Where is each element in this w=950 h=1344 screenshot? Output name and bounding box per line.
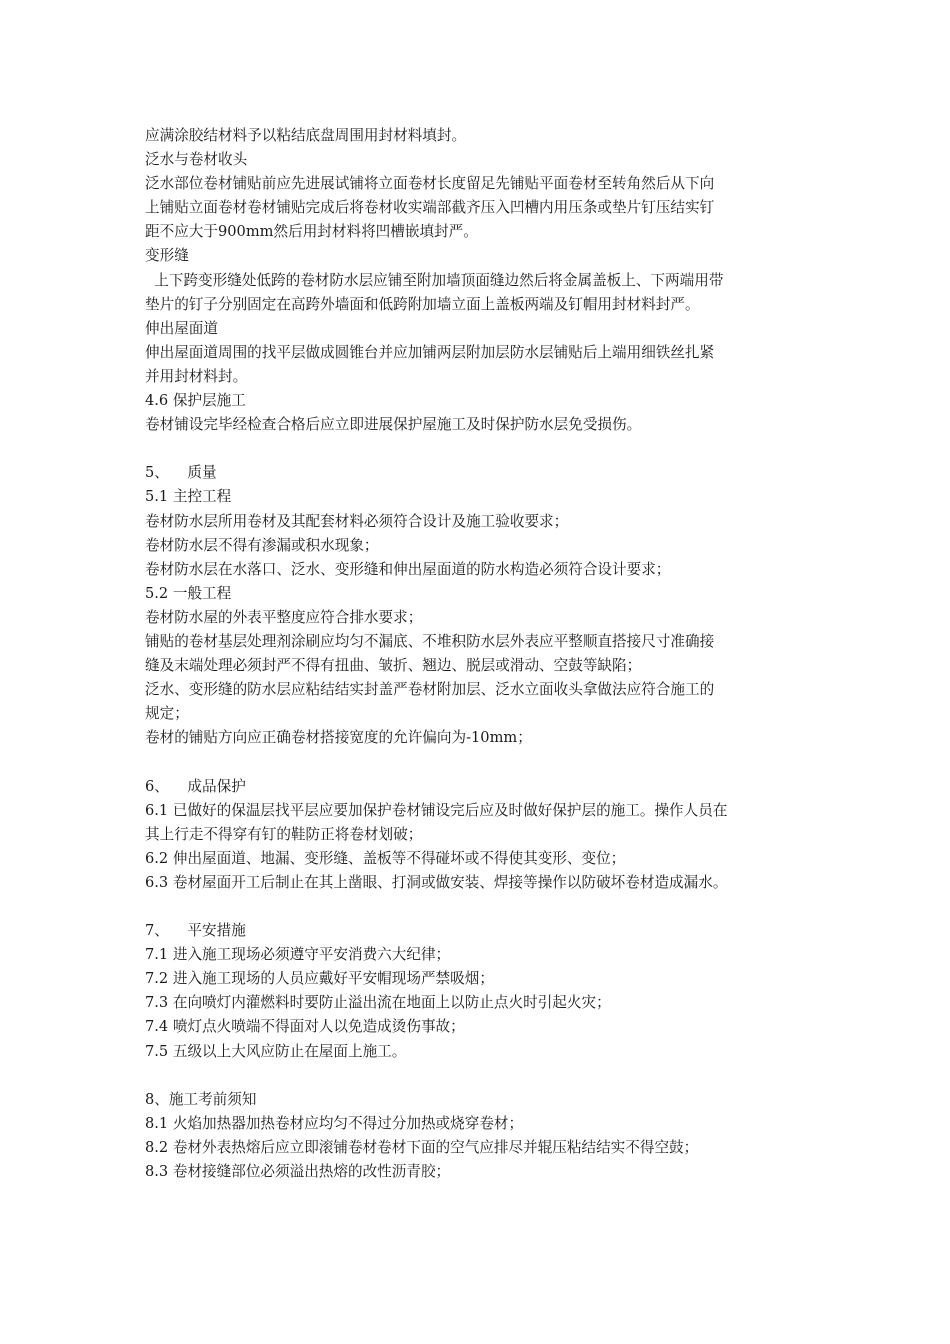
text-line: 7.1 进入施工现场必须遵守平安消费六大纪律； [145, 946, 451, 964]
text-line: 卷材防水层不得有渗漏或积水现象； [145, 536, 379, 554]
text-line: 规定； [145, 705, 189, 723]
blank-line [145, 1064, 810, 1088]
text-line: 卷材铺设完毕经检查合格后应立即进展保护屋施工及时保护防水层免受损伤。 [145, 416, 642, 434]
text-line: 卷材的铺贴方向应正确卷材搭接宽度的允许偏向为-10mm； [145, 729, 532, 747]
text-line: 垫片的钉子分别固定在高跨外墙面和低跨附加墙立面上盖板两端及钉帽用封材料封严。 [145, 295, 700, 313]
text-line: 8.2 卷材外表热熔后应立即滚铺卷材卷材下面的空气应排尽并辊压粘结结实不得空鼓； [145, 1138, 699, 1156]
text-line: 6.2 伸出屋面道、地漏、变形缝、盖板等不得碰坏或不得使其变形、变位； [145, 849, 626, 867]
text-line: 应满涂胶结材料予以粘结底盘周围用封材料填封。 [145, 127, 467, 144]
text-line: 伸出屋面道周围的找平层做成圆锥台并应加铺两层附加层防水层铺贴后上端用细铁丝扎紧 [145, 343, 715, 361]
text-line: 其上行走不得穿有钉的鞋防正将卷材划破； [145, 825, 423, 843]
text-line: 6、 成品保护 [145, 777, 246, 795]
text-line: 5、 质量 [145, 464, 217, 482]
text-line: 7.2 进入施工现场的人员应戴好平安帽现场严禁吸烟； [145, 970, 494, 988]
text-line: 7.4 喷灯点火喷端不得面对人以免造成烫伤事故； [145, 1018, 465, 1036]
text-line: 7、 平安措施 [145, 922, 246, 940]
text-line: 4.6 保护层施工 [145, 392, 246, 410]
text-line: 8、施工考前须知 [145, 1090, 257, 1108]
text-line: 5.2 一般工程 [145, 584, 232, 602]
text-line: 上下跨变形缝处低跨的卷材防水层应铺至附加墙顶面缝边然后将金属盖板上、下两端用带 [145, 271, 724, 289]
text-line: 缝及末端处理必须封严不得有扭曲、皱折、翘边、脱层或滑动、空鼓等缺陷； [145, 657, 642, 675]
text-line: 7.5 五级以上大风应防止在屋面上施工。 [145, 1042, 407, 1060]
text-line: 5.1 主控工程 [145, 488, 232, 506]
text-line: 6.3 卷材屋面开工后制止在其上凿眼、打洞或做安装、焊接等操作以防破坏卷材造成漏水。 [145, 873, 728, 891]
blank-line [145, 895, 810, 919]
document-body [145, 124, 810, 1184]
text-line: 上铺贴立面卷材卷材铺贴完成后将卷材收实端部截齐压入凹槽内用压条或垫片钉压结实钉 [145, 199, 715, 217]
text-line: 7.3 在向喷灯内灌燃料时要防止溢出流在地面上以防止点火时引起火灾； [145, 994, 611, 1012]
text-line: 卷材防水层在水落口、泛水、变形缝和伸出屋面道的防水构造必须符合设计要求； [145, 560, 671, 578]
text-line: 泛水部位卷材铺贴前应先进展试铺将立面卷材长度留足先铺贴平面卷材至转角然后从下向 [145, 175, 715, 193]
text-line: 6.1 已做好的保温层找平层应要加保护卷材铺设完后应及时做好保护层的施工。操作人员在 [145, 801, 728, 819]
text-line: 泛水、变形缝的防水层应粘结结实封盖严卷材附加层、泛水立面收头拿做法应符合施工的 [145, 681, 715, 699]
text-line: 泛水与卷材收头 [145, 151, 248, 169]
text-line: 8.1 火焰加热器加热卷材应均匀不得过分加热或烧穿卷材； [145, 1114, 524, 1132]
text-line: 伸出屋面道 [145, 319, 218, 337]
blank-line [145, 437, 810, 461]
text-line: 卷材防水层所用卷材及其配套材料必须符合设计及施工验收要求； [145, 512, 569, 530]
text-line: 并用封材料封。 [145, 367, 248, 385]
text-line: 8.3 卷材接缝部位必须溢出热熔的改性沥青胶； [145, 1163, 451, 1181]
text-line: 卷材防水屋的外表平整度应符合排水要求； [145, 608, 423, 626]
text-line: 变形缝 [145, 247, 189, 265]
text-line: 铺贴的卷材基层处理剂涂刷应均匀不漏底、不堆积防水层外表应平整顺直搭接尺寸准确接 [145, 632, 715, 650]
text-line: 距不应大于900mm然后用封材料将凹槽嵌填封严。 [145, 223, 478, 241]
blank-line [145, 750, 810, 774]
